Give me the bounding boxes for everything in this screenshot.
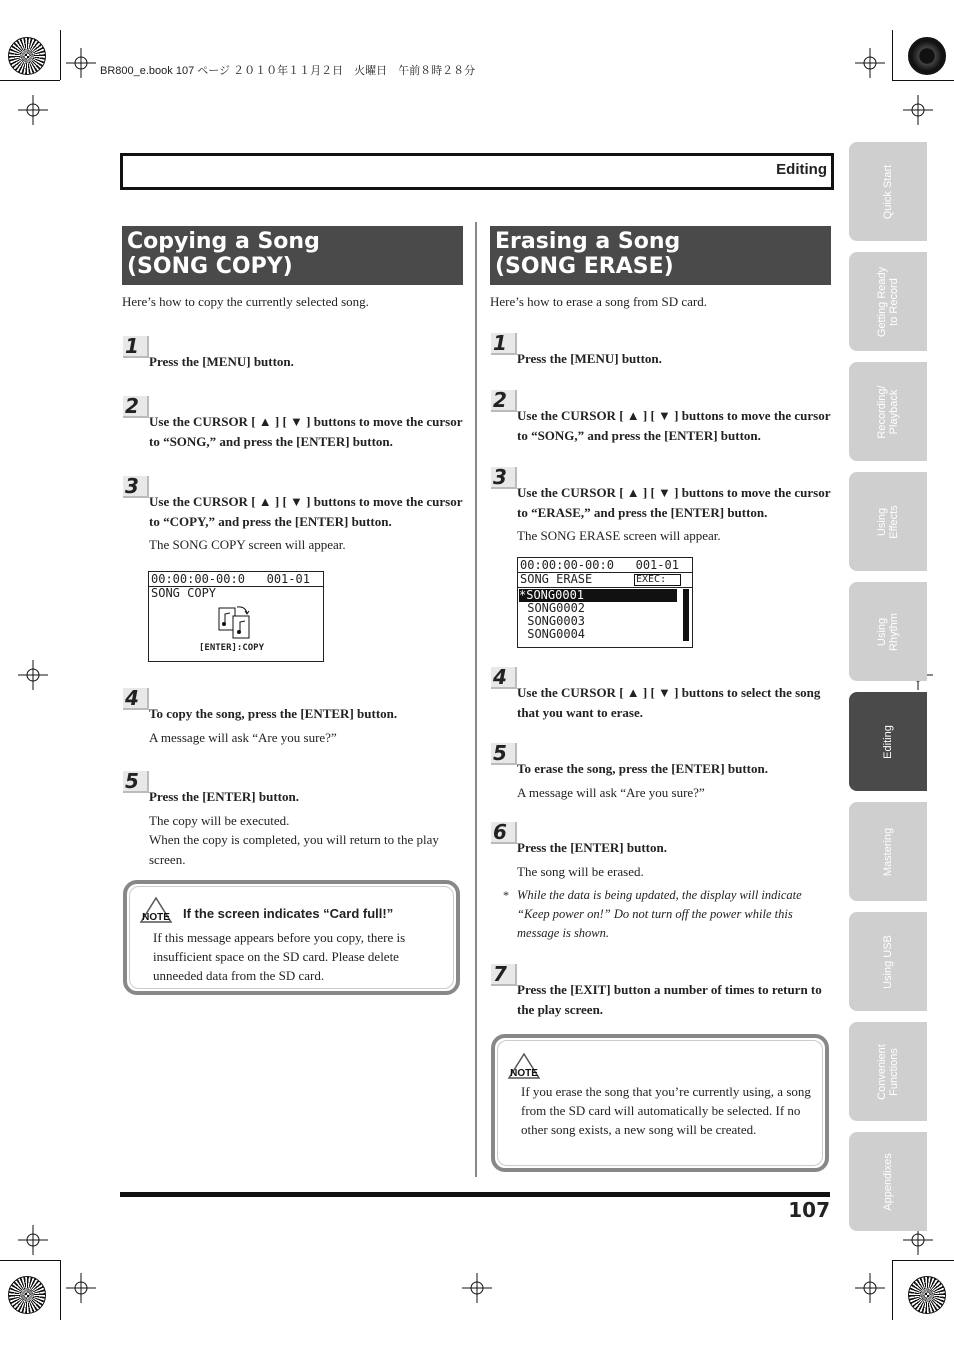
intro-text: Here’s how to copy the currently selected song. bbox=[122, 294, 369, 309]
registration-mark bbox=[908, 1276, 946, 1314]
step-number: 5 bbox=[123, 771, 149, 793]
step-instruction: To copy the song, press the [ENTER] button. bbox=[149, 706, 398, 721]
step-number: 4 bbox=[123, 688, 149, 710]
side-tab-label: Getting Ready to Record bbox=[876, 266, 900, 337]
registration-mark bbox=[908, 37, 946, 75]
section-label: Editing bbox=[776, 161, 827, 178]
side-tab[interactable] bbox=[849, 472, 927, 571]
note-icon bbox=[139, 896, 173, 924]
crosshair-icon bbox=[903, 95, 933, 125]
note-icon bbox=[507, 1052, 541, 1080]
side-tab[interactable] bbox=[849, 802, 927, 901]
crosshair-icon bbox=[18, 660, 48, 690]
caution-text: While the data is being updated, the display will indicate “Keep power on!” Do not turn off the power while this message is shown. bbox=[517, 888, 802, 940]
step-number: 3 bbox=[491, 467, 517, 489]
crosshair-icon bbox=[462, 1273, 492, 1303]
side-tab-label: Using USB bbox=[882, 934, 894, 989]
step-instruction: To erase the song, press the [ENTER] button. bbox=[517, 761, 768, 776]
svg-text:NOTE: NOTE bbox=[510, 1068, 538, 1079]
step-result: A message will ask “Are you sure?” bbox=[517, 784, 705, 800]
crop-line bbox=[892, 1260, 954, 1261]
crosshair-icon bbox=[855, 48, 885, 78]
svg-text:NOTE: NOTE bbox=[142, 912, 170, 923]
side-tab-label: Mastering bbox=[882, 827, 894, 876]
note-body: If this message appears before you copy, there is insufficient space on the SD card. Please delete unneeded data from the SD card. bbox=[153, 930, 406, 983]
crop-line bbox=[892, 30, 893, 80]
crosshair-icon bbox=[66, 48, 96, 78]
lcd-song-item[interactable]: SONG0002 bbox=[520, 601, 586, 615]
crosshair-icon bbox=[855, 1273, 885, 1303]
lcd-time-line: 00:00:00-00:0 001-01 bbox=[151, 572, 310, 586]
side-tab[interactable] bbox=[849, 362, 927, 461]
note-card-full bbox=[123, 880, 460, 995]
step-result: The SONG ERASE screen will appear. bbox=[517, 528, 721, 543]
print-header: BR800_e.book 107 ページ ２０１０年１１月２日 火曜日 午前８時２８分 bbox=[100, 65, 476, 77]
intro-text: Here’s how to erase a song from SD card. bbox=[490, 294, 707, 309]
column-divider bbox=[475, 222, 477, 1177]
side-tab-label: Convenient Functions bbox=[876, 1043, 900, 1100]
note-erase-current-song bbox=[491, 1034, 829, 1172]
crop-line bbox=[0, 80, 60, 81]
step-number: 5 bbox=[491, 743, 517, 765]
lcd-song-copy bbox=[148, 571, 324, 662]
step-instruction: Press the [MENU] button. bbox=[149, 354, 294, 369]
section-title-song-copy bbox=[122, 226, 463, 285]
step-instruction: Press the [ENTER] button. bbox=[149, 789, 299, 804]
note-heading: If the screen indicates “Card full!” bbox=[183, 906, 394, 921]
step-instruction: Use the CURSOR [ ▲ ] [ ▼ ] buttons to move the cursor to “SONG,” and press the [ENTER] button. bbox=[149, 414, 463, 449]
crop-line bbox=[892, 80, 954, 81]
lcd-song-erase bbox=[517, 557, 693, 648]
note-body: If you erase the song that you’re currently using, a song from the SD card will automatically be selected. If no other song exists, a new song will be created. bbox=[521, 1084, 811, 1137]
section-title-song-erase bbox=[490, 226, 831, 285]
side-tab[interactable] bbox=[849, 1022, 927, 1121]
side-tab-label: Using Rhythm bbox=[876, 612, 900, 651]
lcd-screen-name: SONG COPY bbox=[151, 586, 217, 600]
step-number: 7 bbox=[491, 964, 517, 986]
crop-line bbox=[60, 1260, 61, 1320]
crosshair-icon bbox=[18, 1225, 48, 1255]
side-tab[interactable] bbox=[849, 1132, 927, 1231]
side-tab[interactable] bbox=[849, 142, 927, 241]
step-instruction: Use the CURSOR [ ▲ ] [ ▼ ] buttons to select the song that you want to erase. bbox=[517, 685, 821, 720]
step-instruction: Press the [MENU] button. bbox=[517, 351, 662, 366]
section-header-bar bbox=[120, 153, 834, 190]
title-line: (SONG ERASE) bbox=[495, 254, 674, 279]
footer-rule bbox=[120, 1192, 830, 1197]
step-number: 1 bbox=[491, 333, 517, 355]
step-result: The copy will be executed. bbox=[149, 812, 290, 828]
side-tab-label: Using Effects bbox=[876, 504, 900, 539]
crop-line bbox=[892, 1260, 893, 1320]
registration-mark bbox=[8, 37, 46, 75]
step-instruction: Use the CURSOR [ ▲ ] [ ▼ ] buttons to move the cursor to “ERASE,” and press the [ENTER] button. bbox=[517, 485, 831, 520]
lcd-time-line: 00:00:00-00:0 001-01 bbox=[520, 558, 679, 572]
step-instruction: Use the CURSOR [ ▲ ] [ ▼ ] buttons to move the cursor to “COPY,” and press the [ENTER] button. bbox=[149, 494, 463, 529]
step-result: When the copy is completed, you will return to the play screen. bbox=[149, 832, 439, 867]
side-tab[interactable] bbox=[849, 692, 927, 791]
step-number: 3 bbox=[123, 476, 149, 498]
step-number: 1 bbox=[123, 336, 149, 358]
side-tab-label: Recording/ Playback bbox=[876, 384, 900, 439]
step-instruction: Press the [EXIT] button a number of times to return to the play screen. bbox=[517, 982, 822, 1017]
side-tab-label: Appendixes bbox=[882, 1152, 894, 1211]
side-tab[interactable] bbox=[849, 582, 927, 681]
step-result: A message will ask “Are you sure?” bbox=[149, 729, 337, 745]
title-line: (SONG COPY) bbox=[127, 254, 293, 279]
crop-line bbox=[60, 30, 61, 80]
lcd-exec-label: EXEC: bbox=[634, 574, 681, 586]
step-instruction: Press the [ENTER] button. bbox=[517, 840, 667, 855]
crosshair-icon bbox=[18, 95, 48, 125]
side-tab-label: Quick Start bbox=[882, 164, 894, 219]
step-instruction: Use the CURSOR [ ▲ ] [ ▼ ] buttons to move the cursor to “SONG,” and press the [ENTER] button. bbox=[517, 408, 831, 443]
title-line: Copying a Song bbox=[127, 229, 320, 254]
lcd-scrollbar[interactable] bbox=[683, 589, 689, 641]
step-number: 2 bbox=[123, 396, 149, 418]
step-number: 2 bbox=[491, 390, 517, 412]
step-number: 4 bbox=[491, 667, 517, 689]
lcd-song-item[interactable]: SONG0004 bbox=[520, 627, 586, 641]
lcd-screen-name: SONG ERASE bbox=[520, 572, 593, 586]
step-result: The SONG COPY screen will appear. bbox=[149, 537, 346, 552]
title-line: Erasing a Song bbox=[495, 229, 681, 254]
crosshair-icon bbox=[66, 1273, 96, 1303]
step-number: 6 bbox=[491, 822, 517, 844]
caution-mark: * bbox=[503, 888, 509, 902]
side-tab[interactable] bbox=[849, 912, 927, 1011]
lcd-song-item[interactable]: SONG0003 bbox=[520, 614, 586, 628]
side-tab[interactable] bbox=[849, 252, 927, 351]
side-tab-label: Editing bbox=[882, 724, 894, 759]
crop-line bbox=[0, 1260, 60, 1261]
song-copy-icon bbox=[217, 604, 257, 640]
page-number: 107 bbox=[788, 1198, 830, 1222]
lcd-song-selected[interactable]: *SONG0001 bbox=[519, 589, 677, 602]
lcd-footer: [ENTER]:COPY bbox=[199, 643, 265, 653]
step-result: The song will be erased. bbox=[517, 863, 644, 879]
registration-mark bbox=[8, 1276, 46, 1314]
